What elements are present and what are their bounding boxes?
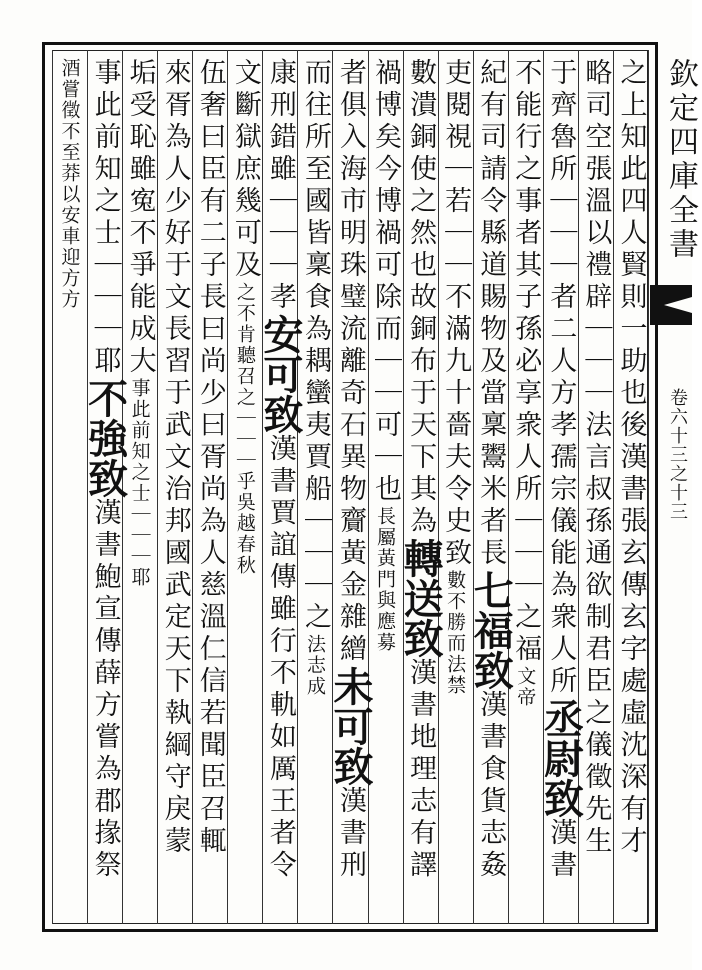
annotation-text: 之不肯聽召之｜｜｜乎吳越春秋 (233, 282, 256, 576)
text-column (295, 58, 335, 922)
text-column (190, 58, 230, 922)
body-text: 漢書食貨志姦 (475, 690, 507, 882)
text-column (467, 58, 515, 922)
text-column (225, 58, 265, 922)
body-text: 而往所至國皆稟食為耦蠻夷賈船｜｜｜之 (299, 58, 331, 634)
body-text: 康刑錯雖｜｜｜孝 (264, 58, 296, 314)
annotation-text: 事此前知之士｜｜｜耶 (128, 378, 151, 588)
body-text: 事此前知之士｜｜｜耶 (89, 58, 121, 378)
body-text: 來胥為人少好于文長習于武文治邦國武定天下執綱守戾蒙 (159, 58, 191, 858)
headword: 七福致 (467, 570, 515, 690)
volume-label: 卷六十三之十三 (667, 388, 688, 521)
body-text: 之上知此四人賢則一助也後漢書張玄傳玄字處虛沈深有才 (615, 58, 647, 858)
text-column (155, 58, 195, 922)
body-text: 文斷獄庶幾可及 (229, 58, 261, 282)
text-column (397, 58, 445, 922)
body-text: 吏閱視｜若｜｜不滿九十嗇夫令史致 (440, 58, 472, 570)
body-text: 者俱入海市明珠璧流離奇石異物齎黃金雜繒 (335, 58, 366, 666)
body-text: 漢書鮑宣傳薛方嘗為郡掾祭 (89, 498, 121, 882)
text-column (256, 58, 304, 922)
text-column (537, 58, 585, 922)
text-column (365, 58, 405, 922)
fish-tail-mark-icon (650, 285, 692, 325)
annotation-text: 數不勝而法禁 (444, 570, 467, 696)
text-column (81, 58, 129, 922)
body-text: 漢書刑 (335, 786, 366, 882)
headword: 轉送致 (397, 538, 445, 658)
body-text: 于齊魯所｜｜｜者二人方孝孺宗儀能為衆人所 (545, 58, 577, 698)
headword: 未可致 (327, 666, 374, 786)
text-column (50, 58, 90, 922)
body-text: 略司空張溫以禮辟｜｜｜法言叔孫通欲制君臣之儀徵先生 (580, 58, 612, 858)
body-text: 不能行之事者其子孫必享衆人所｜｜｜之福 (510, 58, 542, 666)
body-text: 禍博矣今博禍可除而｜｜可｜也 (370, 58, 402, 506)
body-text: 漢書 (545, 818, 577, 882)
body-text: 垢受恥雖寃不爭能成大 (124, 58, 156, 378)
body-text: 伍奢曰臣有二子長曰尚少曰胥尚為人慈溫仁信若聞臣召輒 (194, 58, 226, 858)
text-column (505, 58, 545, 922)
text-column (610, 58, 650, 922)
headword: 不強致 (81, 378, 129, 498)
headword: 安可致 (256, 314, 304, 434)
annotation-text: 文帝 (514, 666, 537, 708)
annotation-text: 長屬黃門與應募 (374, 506, 397, 653)
book-title: 欽定四庫全書 (663, 58, 698, 262)
text-column (327, 58, 374, 922)
headword: 丞尉致 (537, 698, 585, 818)
body-text: 紀有司請令縣道賜物及當稟鬻米者長 (475, 58, 507, 570)
annotation-text: 法志成 (303, 634, 326, 697)
body-text: 漢書地理志有譯 (405, 658, 437, 882)
body-text: 數潰銅使之然也故銅布于天下其為 (405, 58, 437, 538)
annotation-text: 酒嘗徵不至莽以安車迎方方 (58, 58, 81, 310)
body-text: 漢書賈誼傳雖行不軌如厲王者令 (264, 434, 296, 882)
text-column (435, 58, 475, 922)
